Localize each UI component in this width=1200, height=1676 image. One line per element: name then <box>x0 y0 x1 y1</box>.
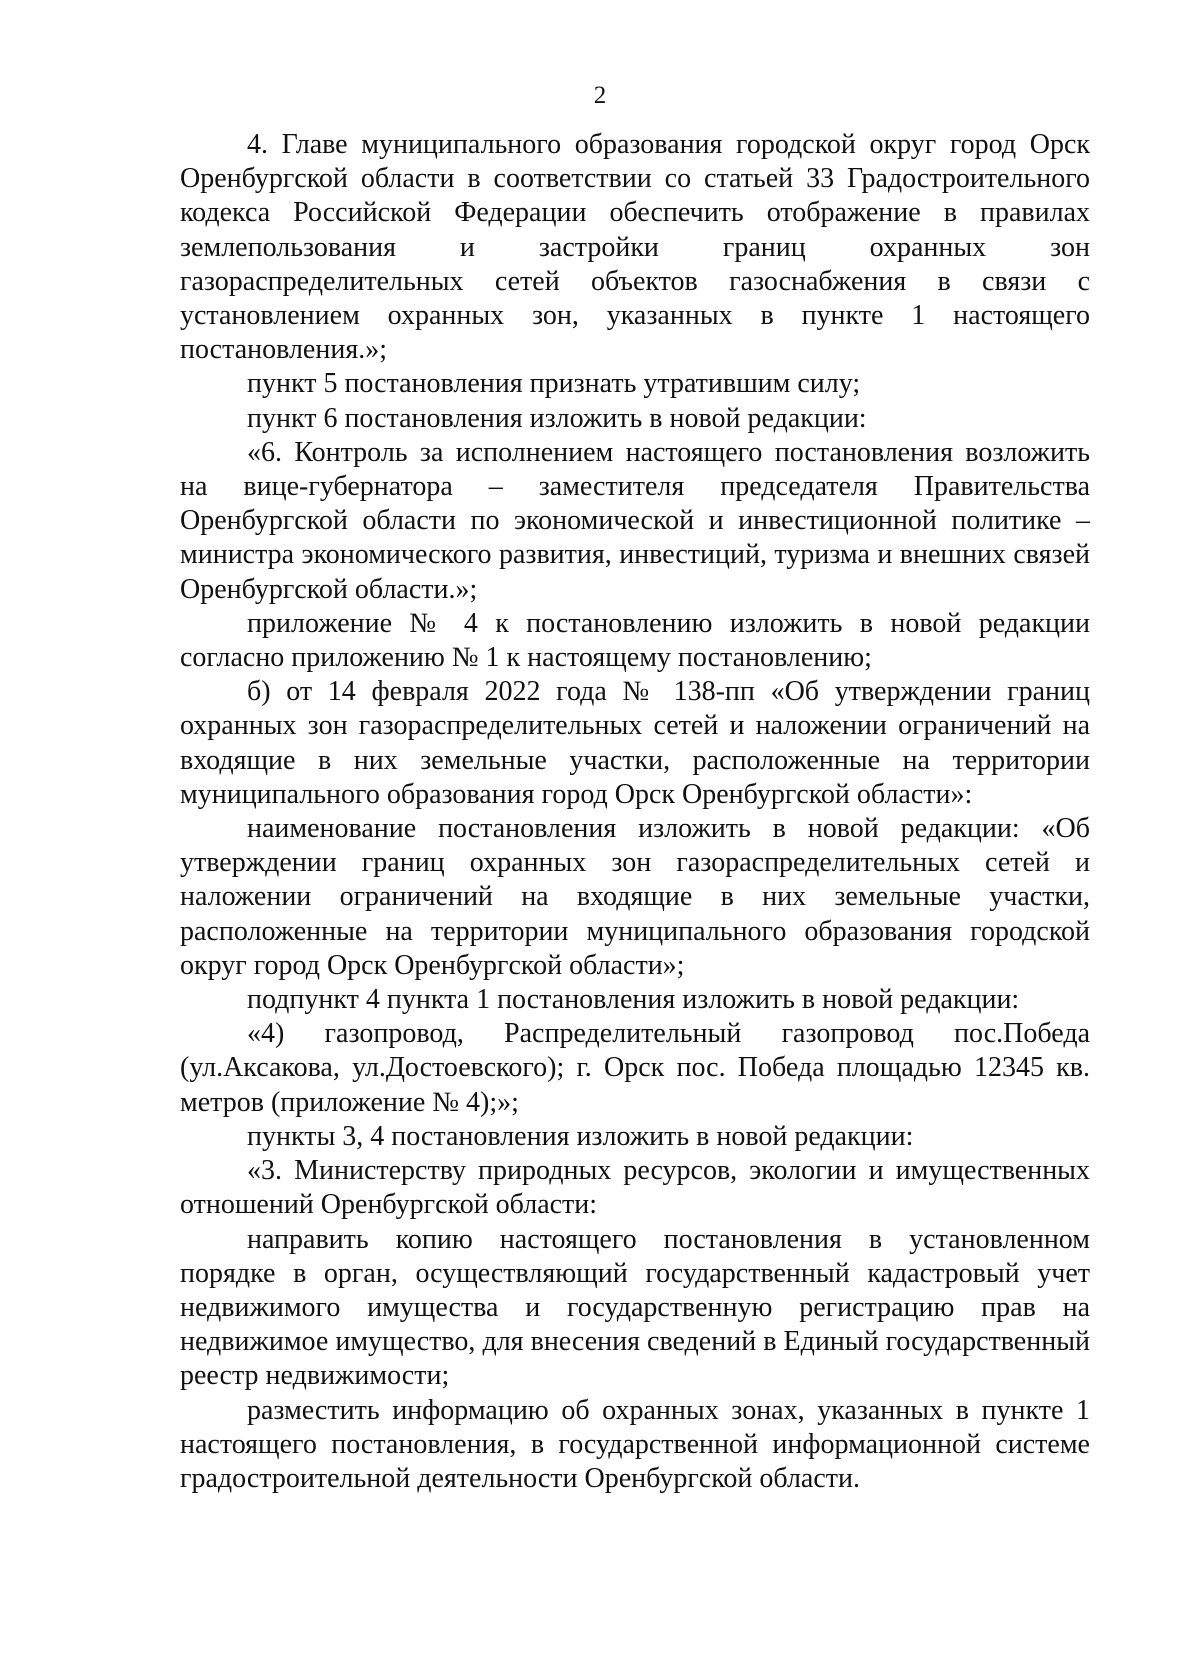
paragraph-points-3-4-intro: пункты 3, 4 постановления изложить в новой редакции: <box>247 1120 914 1152</box>
paragraph-item-4: 4. Главе муниципального образования городской округ город Орск Оренбургской области в соответствии со статьей 33 Градостроительного кодекса Российской Федерации обеспечить отображение в правилах землепользования и застройки границ охранных зон газораспределительных сетей объектов газоснабжения в связи с установлением охранных зон, указанных в пункте 1 настоящего постановления.»; <box>180 129 1090 366</box>
paragraph-subpoint-4-text: «4) газопровод, Распределительный газопровод пос.Победа (ул.Аксакова, ул.Достоевского); г. Орск пос. Победа площадью 12345 кв. метров (приложение № 4);»; <box>180 1018 1090 1118</box>
paragraph-point-5-repealed: пункт 5 постановления признать утратившим силу; <box>247 368 861 400</box>
paragraph-item-b: б) от 14 февраля 2022 года № 138-пп «Об утверждении границ охранных зон газораспределительных сетей и наложении ограничений на входящие в них земельные участки, расположенные на территории муниципального образования город Орск Оренбургской области»: <box>180 676 1090 810</box>
paragraph-title-change: наименование постановления изложить в новой редакции: «Об утверждении границ охранных зон газораспределительных сетей и наложении ограничений на входящие в них земельные участки, расположенные на территории муниципального образования городской округ город Орск Оренбургской области»; <box>180 813 1090 981</box>
paragraph-appendix-4: приложение № 4 к постановлению изложить в новой редакции согласно приложению № 1 к настоящему постановлению; <box>180 607 1090 674</box>
paragraph-publish-info: разместить информацию об охранных зонах, указанных в пункте 1 настоящего постановления, в государственной информационной системе градостроительной деятельности Оренбургской области. <box>180 1394 1090 1494</box>
paragraph-subpoint-4-intro: подпункт 4 пункта 1 постановления изложить в новой редакции: <box>247 984 1020 1016</box>
paragraph-send-copy: направить копию настоящего постановления в установленном порядке в орган, осуществляющий государственный кадастровый учет недвижимого имущества и государственную регистрацию прав на недвижимое имущество, для внесения сведений в Единый государственный реестр недвижимости; <box>180 1223 1090 1392</box>
paragraph-point-6-text: «6. Контроль за исполнением настоящего постановления возложить на вице-губернатора – заместителя председателя Правительства Оренбургской области по экономической и инвестиционной политике – министра экономического развития, инвестиций, туризма и внешних связей Оренбургской области.»; <box>180 436 1090 605</box>
document-body <box>180 128 1090 1496</box>
page-number: 2 <box>593 82 607 109</box>
paragraph-point-3-text: «3. Министерству природных ресурсов, экологии и имущественных отношений Оренбургской области: <box>180 1155 1090 1221</box>
paragraph-point-6-intro: пункт 6 постановления изложить в новой редакции: <box>247 402 867 434</box>
